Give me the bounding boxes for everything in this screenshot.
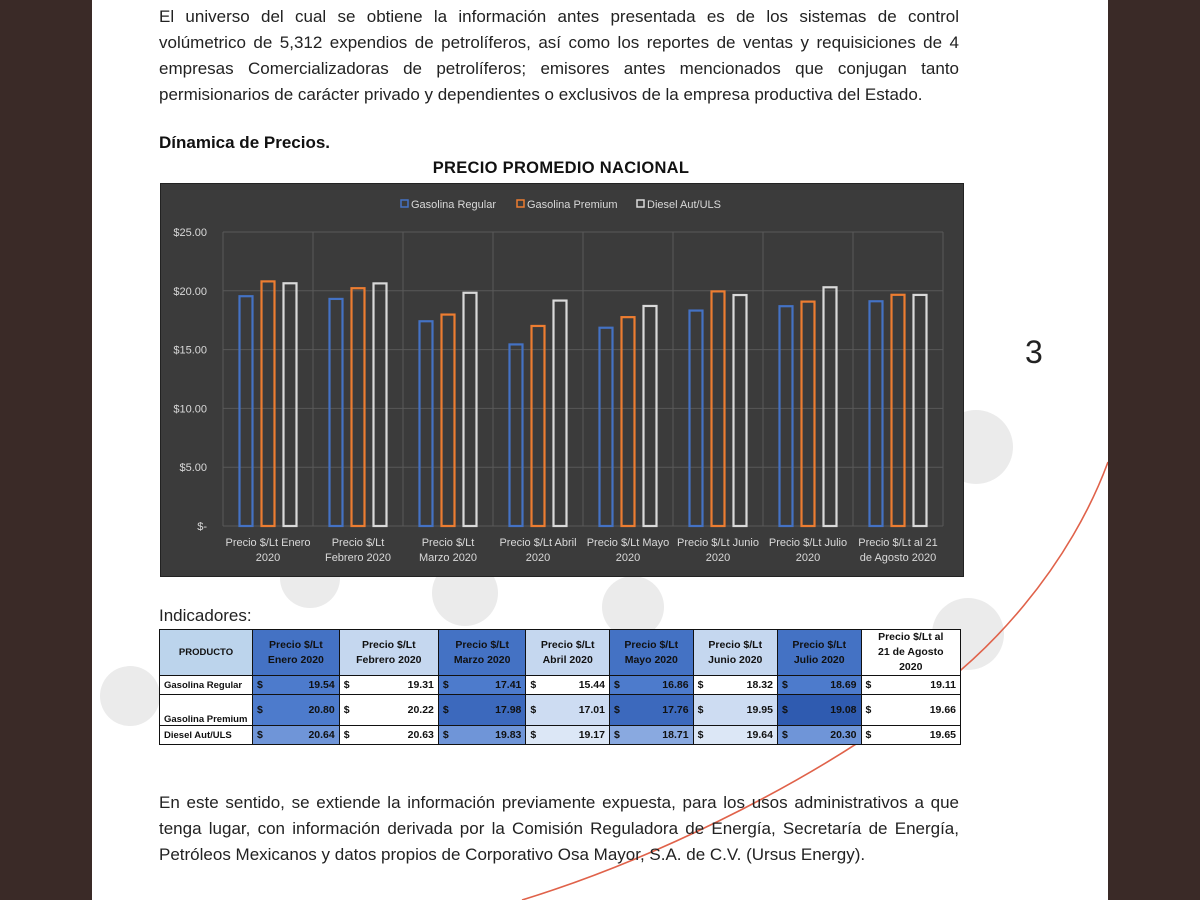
x-category-label: Precio $/Lt Junio (677, 537, 759, 549)
price-value: 20.80 (308, 704, 335, 716)
price-value: 19.08 (830, 704, 857, 716)
bar (600, 328, 613, 526)
indicators-label: Indicadores: (159, 606, 252, 625)
currency-symbol: $ (343, 679, 350, 691)
price-cell (438, 726, 526, 745)
paragraph-line: permisionarios de carácter privado y dependientes o exclusivos de la empresa productiva del Estado. (159, 85, 923, 104)
y-tick-label: $20.00 (173, 285, 207, 298)
paragraph-line: tenga lugar, con información derivada por la Comisión Reguladora de Energía, Secretaría de Energía, (159, 819, 959, 838)
paragraph-line: Petróleos Mexicanos y datos propios de Corporativo Osa Mayor, S.A. de C.V. (Ursus Energy). (159, 845, 866, 864)
intro-paragraph (159, 4, 959, 108)
bar (532, 326, 545, 526)
page-number: 3 (1025, 334, 1043, 370)
price-value: 19.83 (495, 729, 522, 741)
price-cell (609, 695, 693, 726)
document-page (92, 0, 1108, 900)
bar (870, 301, 883, 526)
y-tick-label: $25.00 (173, 227, 207, 239)
currency-symbol: $ (442, 704, 449, 716)
x-category-label: Precio $/Lt Enero (225, 537, 311, 549)
month-header: Precio $/Lt Junio 2020 (693, 630, 777, 676)
month-header: Precio $/Lt Enero 2020 (253, 630, 340, 676)
bar (284, 283, 297, 526)
currency-symbol: $ (257, 729, 263, 741)
bar (690, 311, 703, 526)
x-category-label: 2020 (795, 552, 821, 564)
paragraph-line: En este sentido, se extiende la información previamente expuesta, para los usos administrativos a que (159, 793, 959, 812)
bar (644, 306, 657, 526)
table-row (160, 695, 961, 726)
bar (352, 288, 365, 526)
currency-symbol: $ (343, 729, 350, 741)
price-cell (253, 726, 340, 745)
currency-symbol: $ (781, 679, 788, 691)
price-cell (526, 676, 610, 695)
price-cell (777, 726, 861, 745)
month-header: Precio $/Lt Mayo 2020 (609, 630, 693, 676)
x-category-label: 2020 (615, 552, 641, 564)
currency-symbol: $ (530, 704, 537, 716)
y-tick-label: $15.00 (173, 344, 207, 357)
bar (734, 295, 747, 526)
price-value: 19.95 (746, 704, 773, 716)
bar (622, 317, 635, 526)
price-cell (253, 676, 340, 695)
price-value: 17.76 (662, 704, 689, 716)
price-value: 20.64 (308, 729, 335, 741)
price-value: 20.30 (830, 729, 857, 741)
price-value: 18.69 (830, 679, 857, 691)
paragraph-line: volúmetrico de 5,312 expendios de petrolíferos, así como los reportes de ventas y requisiciones de 4 (159, 33, 959, 52)
month-header: Precio $/Lt Marzo 2020 (438, 630, 526, 676)
price-cell (861, 695, 960, 726)
currency-symbol: $ (442, 679, 449, 691)
x-category-label: Precio $/Lt (421, 537, 475, 549)
paragraph-line: El universo del cual se obtiene la información antes presentada es de los sistemas de control (159, 7, 959, 26)
product-header: PRODUCTO (160, 630, 253, 676)
price-value: 19.31 (407, 679, 434, 691)
x-category-label: Precio $/Lt Abril (499, 537, 577, 549)
section-heading: Dínamica de Precios. (159, 133, 331, 152)
price-cell (609, 726, 693, 745)
price-cell (339, 726, 438, 745)
price-cell (693, 676, 777, 695)
price-value: 19.17 (578, 729, 605, 741)
month-header: Precio $/Lt Julio 2020 (777, 630, 861, 676)
bar (442, 315, 455, 526)
legend-label: Gasolina Regular (411, 199, 496, 211)
price-chart-svg (161, 184, 963, 576)
x-category-label: 2020 (525, 552, 551, 564)
price-cell (609, 676, 693, 695)
bar (262, 281, 275, 526)
y-tick-label: $10.00 (173, 403, 207, 416)
legend-swatch (401, 200, 408, 207)
bar (824, 287, 837, 526)
x-category-label: 2020 (255, 552, 281, 564)
price-value: 20.63 (407, 729, 434, 741)
price-value: 18.71 (662, 729, 689, 741)
currency-symbol: $ (613, 704, 620, 716)
x-category-label: 2020 (705, 552, 731, 564)
price-value: 19.54 (308, 679, 335, 691)
x-category-label: de Agosto 2020 (859, 552, 937, 564)
price-value: 18.32 (746, 679, 773, 691)
price-cell (861, 726, 960, 745)
legend-label: Diesel Aut/ULS (647, 199, 721, 211)
product-name: Gasolina Regular (160, 676, 253, 695)
x-category-label: Marzo 2020 (418, 552, 478, 564)
price-cell (693, 695, 777, 726)
price-value: 19.64 (746, 729, 773, 741)
price-cell (339, 676, 438, 695)
price-cell (526, 695, 610, 726)
decorative-circle (100, 666, 160, 726)
closing-paragraph (159, 790, 959, 868)
bar (464, 293, 477, 526)
bar (510, 344, 523, 526)
bar (554, 301, 567, 526)
price-value: 20.22 (407, 704, 434, 716)
currency-symbol: $ (613, 729, 620, 741)
bar (374, 283, 387, 526)
price-value: 17.41 (495, 679, 522, 691)
currency-symbol: $ (781, 704, 788, 716)
currency-symbol: $ (343, 704, 350, 716)
currency-symbol: $ (865, 729, 872, 741)
currency-symbol: $ (257, 704, 263, 716)
price-cell (438, 695, 526, 726)
currency-symbol: $ (613, 679, 620, 691)
currency-symbol: $ (530, 679, 537, 691)
price-cell (861, 676, 960, 695)
price-value: 17.98 (495, 704, 522, 716)
price-value: 19.65 (929, 729, 956, 741)
currency-symbol: $ (530, 729, 537, 741)
chart-title: PRECIO PROMEDIO NACIONAL (432, 159, 690, 177)
x-category-label: Febrero 2020 (324, 552, 392, 564)
currency-symbol: $ (257, 679, 263, 691)
bar (914, 295, 927, 526)
legend-swatch (637, 200, 644, 207)
price-value: 17.01 (578, 704, 605, 716)
x-category-label: Precio $/Lt Julio (768, 537, 848, 549)
bar (802, 302, 815, 526)
price-value: 19.66 (929, 704, 956, 716)
bar (240, 296, 253, 526)
bar (780, 306, 793, 526)
price-cell (526, 726, 610, 745)
price-cell (253, 695, 340, 726)
price-value: 15.44 (578, 679, 605, 691)
price-value: 16.86 (662, 679, 689, 691)
table-header-row (160, 630, 961, 676)
currency-symbol: $ (865, 679, 872, 691)
paragraph-line: empresas Comercializadoras de petrolíferos; emisores antes mencionados que conjugan tanto (159, 59, 959, 78)
x-category-label: Precio $/Lt (331, 537, 385, 549)
price-value: 19.11 (930, 679, 956, 691)
y-tick-label: $- (197, 521, 207, 533)
currency-symbol: $ (697, 704, 704, 716)
legend-swatch (517, 200, 524, 207)
currency-symbol: $ (442, 729, 449, 741)
table-row (160, 676, 961, 695)
price-chart (160, 183, 964, 577)
x-category-label: Precio $/Lt Mayo (586, 537, 670, 549)
indicators-table (159, 629, 961, 745)
x-category-label: Precio $/Lt al 21 (858, 537, 938, 549)
bar (330, 299, 343, 526)
currency-symbol: $ (781, 729, 788, 741)
price-cell (438, 676, 526, 695)
legend-label: Gasolina Premium (527, 199, 618, 211)
currency-symbol: $ (697, 679, 704, 691)
y-tick-label: $5.00 (179, 462, 207, 475)
currency-symbol: $ (865, 704, 872, 716)
price-cell (339, 695, 438, 726)
price-cell (693, 726, 777, 745)
month-header: Precio $/Lt Febrero 2020 (339, 630, 438, 676)
price-cell (777, 676, 861, 695)
bar (420, 321, 433, 526)
currency-symbol: $ (697, 729, 704, 741)
month-header: Precio $/Lt al 21 de Agosto 2020 (861, 630, 960, 676)
product-name: Gasolina Premium (160, 695, 253, 726)
bar (892, 295, 905, 526)
month-header: Precio $/Lt Abril 2020 (526, 630, 610, 676)
product-name: Diesel Aut/ULS (160, 726, 253, 745)
table-row (160, 726, 961, 745)
price-cell (777, 695, 861, 726)
